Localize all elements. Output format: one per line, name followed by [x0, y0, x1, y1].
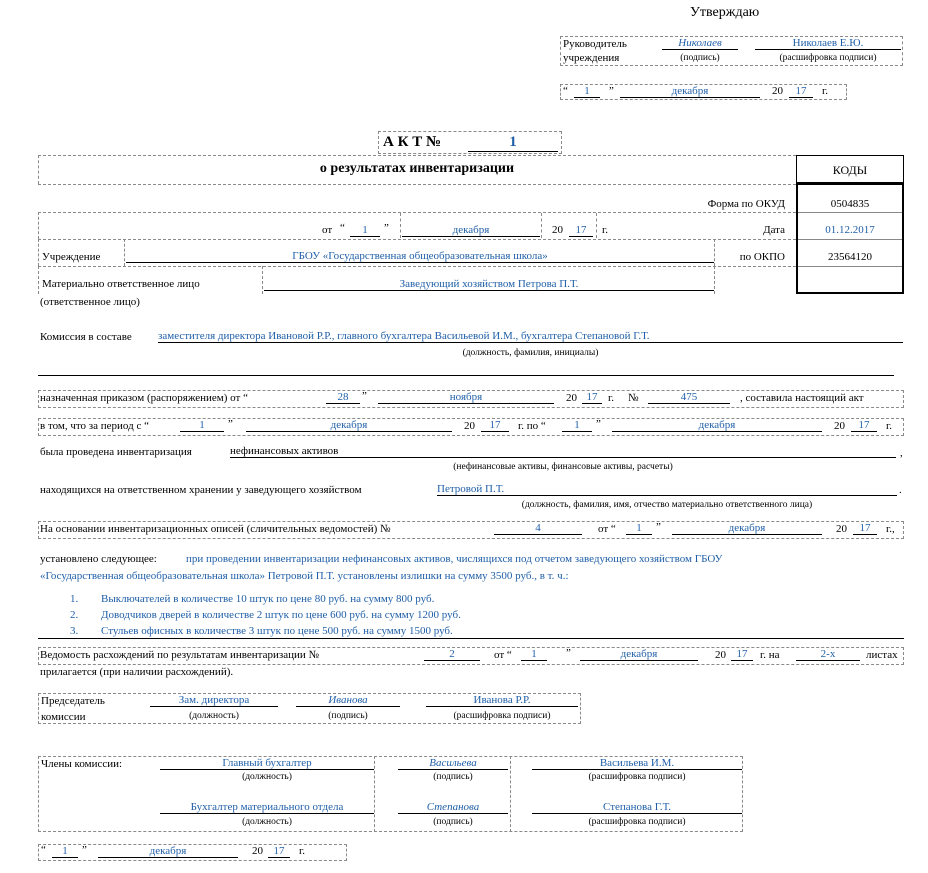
approval-quote-close: ” — [609, 85, 614, 97]
storage-value: Петровой П.Т. — [437, 483, 897, 496]
basis-quote-close: ” — [656, 521, 661, 533]
member-position: Главный бухгалтер — [160, 757, 374, 770]
okud-value: 0504835 — [830, 198, 870, 210]
member-position: Бухгалтер материального отдела — [160, 801, 374, 814]
basis-label: На основании инвентаризационных описей (сличительных ведомостей) № — [40, 523, 391, 535]
chairman-position-caption: (должность) — [189, 711, 239, 721]
approval-signature: Николаев — [662, 37, 738, 50]
approval-decoding-caption: (расшифровка подписи) — [779, 53, 877, 63]
institution-label: Учреждение — [42, 251, 101, 263]
findings-text-2: «Государственная общеобразовательная школа» Петровой П.Т. установлены излишки на сумму 3500 руб., в т. ч.: — [40, 570, 569, 582]
order-number: 475 — [648, 391, 730, 404]
chairman-label: Председатель — [41, 695, 105, 707]
findings-text-1: при проведении инвентаризации нефинансовых активов, числящихся под отчетом заведующего хозяйством ГБОУ — [186, 553, 723, 565]
statement-year: 17 — [731, 648, 753, 661]
member-signature: Степанова — [398, 801, 508, 814]
basis-year-suffix: г., — [886, 523, 895, 535]
inventory-label: была проведена инвентаризация — [40, 446, 192, 458]
period-to-label: г. по “ — [518, 420, 546, 432]
period-quote-close-2: ” — [596, 418, 601, 430]
member-decoding: Васильева И.М. — [532, 757, 742, 770]
findings-label: установлено следующее: — [40, 553, 157, 565]
member-decoding: Степанова Г.Т. — [532, 801, 742, 814]
approval-date-month: декабря — [620, 85, 760, 98]
approval-title: Утверждаю — [690, 5, 760, 20]
act-number: 1 — [468, 134, 558, 152]
footer-year-suffix: г. — [299, 845, 306, 857]
act-date-day: 1 — [350, 224, 380, 237]
statement-on-label: г. на — [760, 649, 780, 661]
statement-sheets: 2-х — [796, 648, 860, 661]
inventory-comma: , — [900, 447, 903, 459]
statement-quote-close: ” — [566, 647, 571, 659]
responsible-value: Заведующий хозяйством Петрова П.Т. — [264, 278, 714, 291]
institution-value: ГБОУ «Государственная общеобразовательная школа» — [126, 250, 714, 263]
footer-date-year: 17 — [268, 845, 290, 858]
basis-number: 4 — [494, 522, 582, 535]
statement-from-label: от “ — [494, 649, 512, 661]
responsible-caption: (ответственное лицо) — [40, 296, 140, 308]
order-year-prefix: 20 — [566, 392, 577, 404]
basis-year-prefix: 20 — [836, 523, 847, 535]
member-signature-caption: (подпись) — [433, 817, 473, 827]
act-subtitle: о результатах инвентаризации — [319, 161, 515, 176]
approval-signature-caption: (подпись) — [680, 53, 720, 63]
order-tail: , составила настоящий акт — [740, 392, 864, 404]
act-date-month: декабря — [402, 224, 540, 237]
finding-item-text: Доводчиков дверей в количестве 2 штук по цене 600 руб. на сумму 1200 руб. — [101, 609, 461, 621]
period-to-year: 17 — [851, 419, 877, 432]
approval-date-day: 1 — [574, 85, 600, 98]
member-decoding-caption: (расшифровка подписи) — [588, 772, 686, 782]
commission-caption: (должность, фамилия, инициалы) — [462, 348, 599, 358]
period-to-month: декабря — [612, 419, 822, 432]
period-quote-close: ” — [228, 418, 233, 430]
member-signature: Васильева — [398, 757, 508, 770]
chairman-position: Зам. директора — [150, 694, 278, 707]
act-date-year-prefix: 20 — [552, 224, 563, 236]
act-quote-open: “ — [340, 222, 345, 234]
act-quote-close: ” — [384, 222, 389, 234]
act-year-suffix: г. — [602, 224, 609, 236]
commission-label: Комиссия в составе — [40, 331, 132, 343]
okpo-value: 23564120 — [828, 251, 872, 263]
storage-caption: (должность, фамилия, имя, отчество материально ответственного лица) — [521, 500, 813, 510]
storage-label: находящихся на ответственном хранении у заведующего хозяйством — [40, 484, 362, 496]
order-number-label: № — [628, 392, 639, 404]
statement-day: 1 — [521, 648, 547, 661]
storage-dot: . — [899, 484, 902, 496]
approval-date-year-prefix: 20 — [772, 85, 783, 97]
statement-year-prefix: 20 — [715, 649, 726, 661]
date-label: Дата — [763, 224, 785, 236]
footer-quote-open: “ — [41, 844, 46, 856]
finding-item-num: 2. — [70, 609, 79, 621]
period-year-suffix: г. — [886, 420, 893, 432]
period-label: в том, что за период с “ — [40, 420, 149, 432]
order-day: 28 — [326, 391, 360, 404]
footer-date-day: 1 — [52, 845, 78, 858]
basis-year: 17 — [853, 522, 877, 535]
member-signature-caption: (подпись) — [433, 772, 473, 782]
basis-from-label: от “ — [598, 523, 616, 535]
inventory-caption: (нефинансовые активы, финансовые активы, расчеты) — [453, 462, 673, 472]
footer-date-month: декабря — [98, 845, 238, 858]
codes-header: КОДЫ — [832, 163, 868, 177]
act-title: А К Т № — [383, 134, 442, 150]
member-position-caption: (должность) — [242, 772, 292, 782]
footer-quote-close: ” — [82, 844, 87, 856]
order-year-suffix: г. — [608, 392, 615, 404]
commission-value: заместителя директора Ивановой Р.Р., главного бухгалтера Васильевой И.М., бухгалтера Степановой Г.Т. — [158, 330, 903, 343]
approval-quote-open: “ — [563, 85, 568, 97]
order-month: ноября — [378, 391, 554, 404]
date-value: 01.12.2017 — [825, 224, 875, 236]
order-year: 17 — [582, 391, 602, 404]
finding-item-text: Стульев офисных в количестве 3 штук по цене 500 руб. на сумму 1500 руб. — [101, 625, 453, 637]
period-from-month: декабря — [246, 419, 452, 432]
inventory-value: нефинансовых активов — [230, 445, 896, 458]
approval-head-label-2: учреждения — [563, 52, 620, 64]
statement-number: 2 — [424, 648, 480, 661]
chairman-signature: Иванова — [296, 694, 400, 707]
statement-sheets-label: листах — [866, 649, 898, 661]
statement-attached: прилагается (при наличии расхождений). — [40, 666, 234, 678]
footer-date-year-prefix: 20 — [252, 845, 263, 857]
member-position-caption: (должность) — [242, 817, 292, 827]
act-date-year: 17 — [569, 224, 593, 237]
approval-year-suffix: г. — [822, 85, 829, 97]
period-from-day: 1 — [180, 419, 224, 432]
okud-label: Форма по ОКУД — [707, 198, 785, 210]
members-label: Члены комиссии: — [41, 758, 123, 770]
act-from-label: от — [322, 224, 333, 236]
chairman-signature-caption: (подпись) — [328, 711, 368, 721]
period-to-year-prefix: 20 — [834, 420, 845, 432]
order-quote-close: ” — [362, 390, 367, 402]
finding-item-text: Выключателей в количестве 10 штук по цене 80 руб. на сумму 800 руб. — [101, 593, 435, 605]
finding-item-num: 3. — [70, 625, 79, 637]
statement-month: декабря — [580, 648, 698, 661]
period-to-day: 1 — [562, 419, 592, 432]
basis-month: декабря — [672, 522, 822, 535]
approval-head-label: Руководитель — [563, 38, 627, 50]
approval-decoding: Николаев Е.Ю. — [755, 37, 901, 50]
basis-day: 1 — [626, 522, 652, 535]
finding-item-num: 1. — [70, 593, 79, 605]
approval-date-year: 17 — [789, 85, 813, 98]
chairman-decoding: Иванова Р.Р. — [426, 694, 578, 707]
order-label: назначенная приказом (распоряжением) от “ — [40, 392, 248, 404]
chairman-decoding-caption: (расшифровка подписи) — [453, 711, 551, 721]
period-from-year-prefix: 20 — [464, 420, 475, 432]
responsible-label: Материально ответственное лицо — [42, 278, 200, 290]
period-from-year: 17 — [481, 419, 509, 432]
member-decoding-caption: (расшифровка подписи) — [588, 817, 686, 827]
okpo-label: по ОКПО — [739, 251, 785, 263]
chairman-label-2: комиссии — [41, 711, 86, 723]
statement-label: Ведомость расхождений по результатам инвентаризации № — [40, 649, 320, 661]
